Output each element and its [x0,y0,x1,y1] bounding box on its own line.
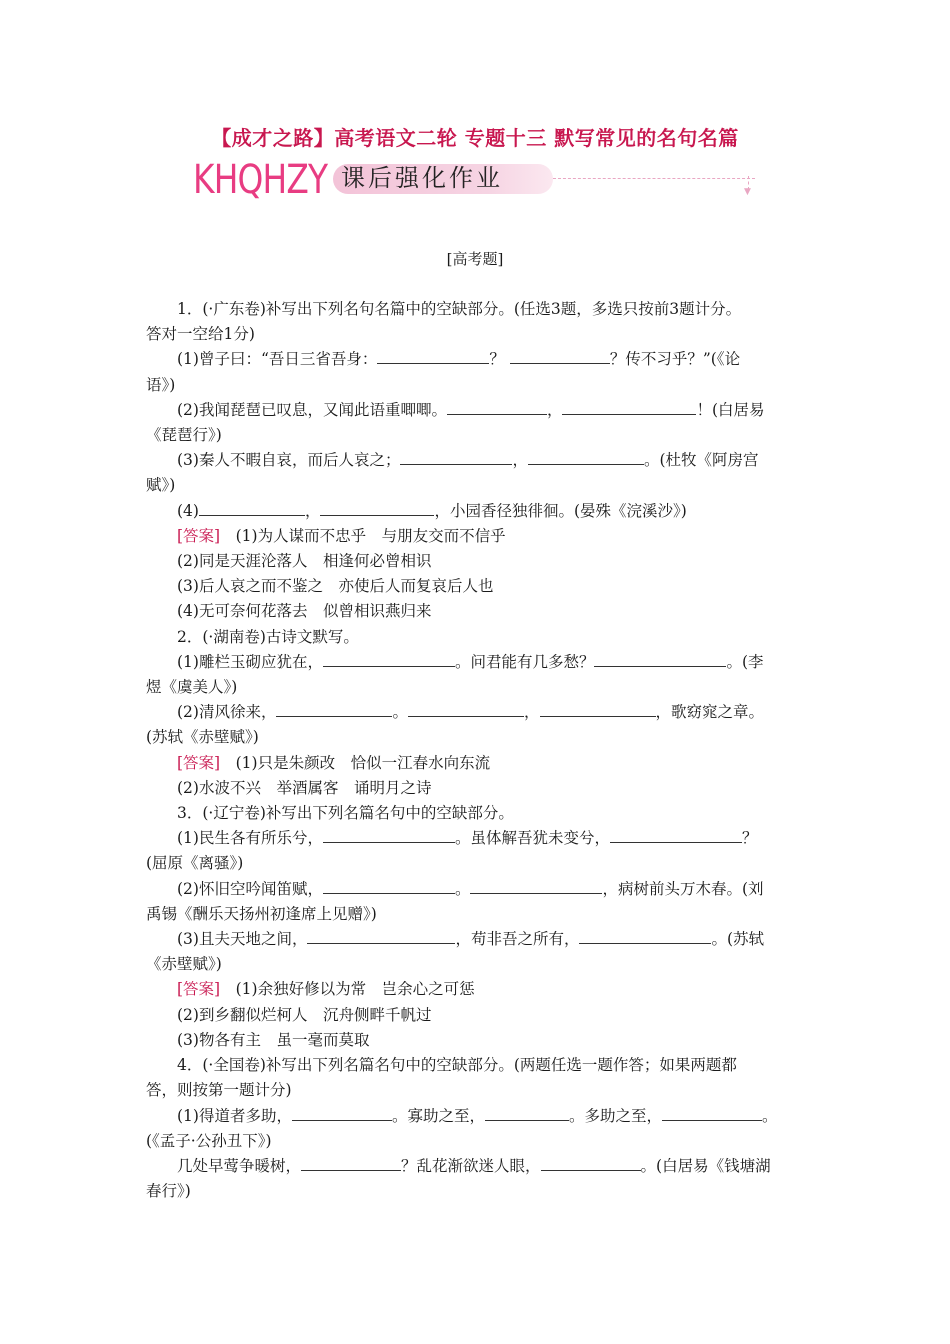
answer-blank[interactable] [610,828,742,843]
q3-item-1: (1)民生各有所乐兮， 。虽体解吾犹未变兮， ？ [177,829,758,848]
q3-answer-3: (3)物各有主 虽一毫而莫取 [177,1030,370,1049]
banner-arrow-icon: ▼ [744,187,751,197]
answer-blank[interactable] [541,1156,641,1171]
answer-blank[interactable] [562,400,696,415]
answer-blank[interactable] [528,450,644,465]
answer-blank[interactable] [323,828,455,843]
answer-blank[interactable] [400,450,512,465]
q1-item-2-cont: 《琵琶行》) [146,426,222,445]
q2-item-2-cont: (苏轼《赤壁赋》) [146,728,259,747]
answer-blank[interactable] [301,1156,401,1171]
q3-item-3: (3)且夫天地之间， ，苟非吾之所有， 。(苏轼 [177,930,765,949]
q1-item-4: (4) ， ，小园香径独徘徊。(晏殊《浣溪沙》) [177,501,687,520]
q2-item-1-cont: 煜《虞美人》) [146,678,238,697]
section-heading: [高考题] [446,250,504,268]
answer-blank[interactable] [323,879,455,894]
q2-stem: 2．(·湖南卷)古诗文默写。 [177,627,359,646]
answer-blank[interactable] [579,929,711,944]
q1-stem: 1．(·广东卷)补写出下列名句名篇中的空缺部分。(任选3题，多选只按前3题计分。 [177,300,742,318]
q3-answer-2: (2)到乡翻似烂柯人 沉舟侧畔千帆过 [177,1005,432,1024]
q1-answer-1: [答案] (1)为人谋而不忠乎 与朋友交而不信乎 [177,526,506,545]
document-title: 【成才之路】高考语文二轮 专题十三 默写常见的名句名篇 [211,126,739,150]
q4-stem: 4．(·全国卷)补写出下列名篇名句中的空缺部分。(两题任选一题作答；如果两题都 [177,1056,737,1075]
q4-item-2: 几处早莺争暖树， ？乱花渐欲迷人眼， 。(白居易《钱塘湖 [177,1156,771,1175]
question-content [146,297,816,1204]
q3-item-2-cont: 禹锡《酬乐天扬州初逢席上见赠》) [146,904,377,923]
q2-item-2: (2)清风徐来， 。 ， ，歌窈窕之章。 [177,703,765,722]
q1-item-3-cont: 赋》) [146,476,176,495]
q1-answer-2: (2)同是天涯沦落人 相逢何必曾相识 [177,552,432,571]
answer-blank[interactable] [470,879,602,894]
answer-blank[interactable] [408,702,524,717]
q4-item-2-cont: 春行》) [146,1182,191,1201]
answer-blank[interactable] [540,702,656,717]
q2-answer-2: (2)水波不兴 举酒属客 诵明月之诗 [177,778,432,797]
q3-stem: 3．(·辽宁卷)补写出下列名篇名句中的空缺部分。 [177,804,514,823]
answer-blank[interactable] [199,501,305,516]
answer-blank[interactable] [510,349,610,364]
answer-blank[interactable] [447,400,547,415]
answer-blank[interactable] [307,929,455,944]
q4-item-1-cont: (《孟子·公孙丑下》) [146,1131,272,1150]
q1-answer-4: (4)无可奈何花落去 似曾相识燕归来 [177,602,432,621]
q1-item-1: (1)曾子曰：“吾日三省吾身： ？ ？传不习乎？”(《论 [177,350,741,369]
q1-answer-3: (3)后人哀之而不鉴之 亦使后人而复哀后人也 [177,577,494,596]
q1-stem-cont: 答对一空给1分) [146,325,255,344]
q1-item-1-cont: 语》) [146,375,176,394]
answer-blank[interactable] [320,501,434,516]
q2-item-1: (1)雕栏玉砌应犹在， 。问君能有几多愁？ 。(李 [177,652,764,671]
answer-blank[interactable] [594,652,726,667]
answer-blank[interactable] [662,1106,762,1121]
answer-label: [答案] [177,526,221,545]
answer-label: [答案] [177,753,221,772]
answer-label: [答案] [177,980,221,999]
q4-item-1: (1)得道者多助， 。寡助之至， 。多助之至， 。 [177,1106,778,1125]
answer-blank[interactable] [323,652,455,667]
answer-blank[interactable] [377,349,489,364]
answer-blank[interactable] [292,1106,392,1121]
answer-blank[interactable] [276,702,392,717]
banner-dash-line [553,178,755,179]
q1-item-3: (3)秦人不暇自哀，而后人哀之； ， 。(杜牧《阿房宫 [177,451,759,470]
banner-label: 课后强化作业 [341,164,503,192]
banner-logo: KHQHZY [193,157,328,203]
answer-blank[interactable] [485,1106,569,1121]
q3-item-2: (2)怀旧空吟闻笛赋， 。 ，病树前头万木春。(刘 [177,879,764,898]
q2-answer-1: [答案] (1)只是朱颜改 恰似一江春水向东流 [177,753,491,772]
q3-answer-1: [答案] (1)余独好修以为常 岂余心之可惩 [177,980,475,999]
q3-item-3-cont: 《赤壁赋》) [146,955,222,974]
q4-stem-cont: 答，则按第一题计分) [146,1081,292,1100]
q3-item-1-cont: (屈原《离骚》) [146,854,244,873]
q1-item-2: (2)我闻琵琶已叹息，又闻此语重唧唧。 ， ！(白居易 [177,400,765,419]
homework-banner [193,158,763,202]
